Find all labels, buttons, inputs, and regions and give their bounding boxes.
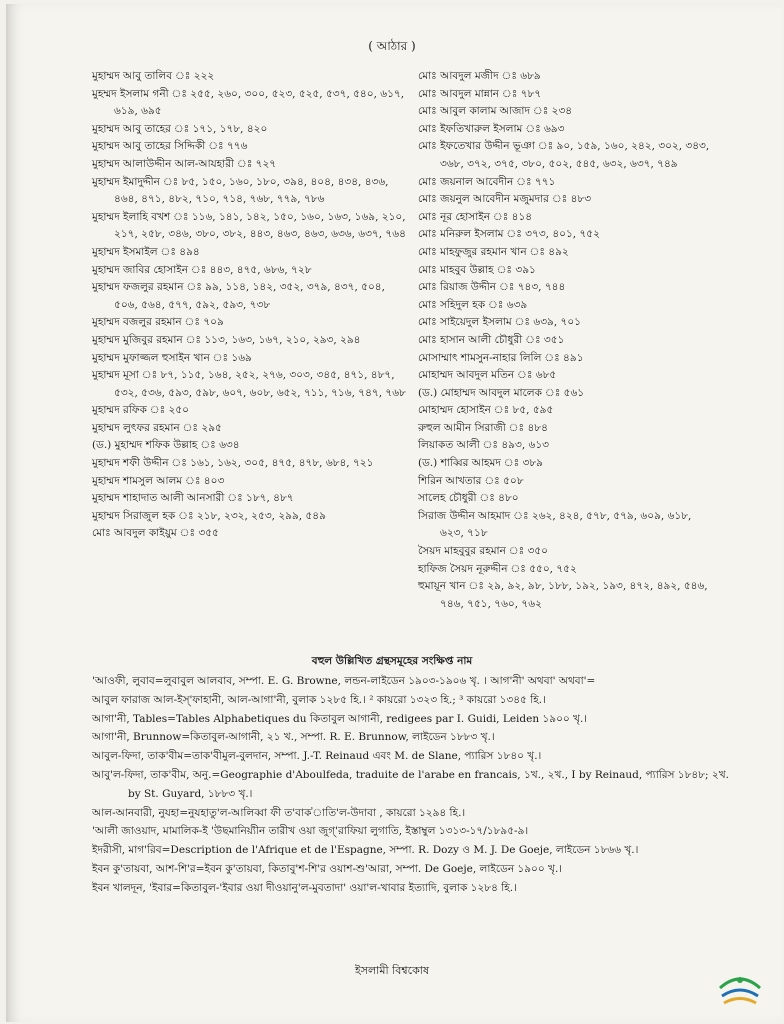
index-entry: মুহাম্মদ শাহাদাত আলী আনসারী ঃ ১৮৭, ৪৮৭ — [92, 492, 294, 505]
abbreviation-entry: আগা'নী, Brunnow=কিতাবুল-আগানী, ২১ খ., সম্পা. R. E. Brunnow, লাইডেন ১৮৮৩ খৃ.। — [92, 731, 495, 744]
index-entry: মোঃ আবুল কালাম আজাদ ঃ ২৩৪ — [418, 105, 573, 118]
abbreviations-heading: বহুল উল্লিখিত গ্রন্থসমূহের সংক্ষিপ্ত নাম — [311, 655, 473, 667]
abbreviation-entry: 'আলী জাওয়াদ, মামালিক-ই 'উছমানিয়্যীন তারীখ ওয়া জুগ্'রাফিয়া লুগাতি, ইস্তাম্বুল ১৩১৩-১৭/১৮৯৫-৯। — [92, 825, 529, 838]
index-entry: মুহাম্মদ আবু তাহের ঃ ১৭১, ১৭৮, ৪২০ — [92, 122, 268, 135]
index-entry: মোঃ সহিদুল হক ঃ ৬৩৯ — [418, 298, 528, 311]
index-entry: মোঃ মাহফুজুর রহমান খান ঃ ৪৯২ — [418, 245, 569, 258]
index-entry: মুহাম্মদ মুফাজ্জল হুসাইন খান ঃ ১৬৯ — [92, 351, 252, 364]
index-entry: মুহাম্মদ আলাউদ্দীন আল-আযহারী ঃ ৭২৭ — [92, 157, 277, 170]
index-entry: মোঃ জয়নাল আবেদীন ঃ ৭৭১ — [418, 175, 556, 188]
index-entry: মোঃ আবদুল মান্নান ঃ ৭৮৭ — [418, 87, 542, 100]
index-entry: মোঃ ইফতিখারুল ইসলাম ঃ ৬৯৩ — [418, 122, 565, 135]
abbreviation-entry: ইবন কু'তায়বা, আশ-শি'র=ইবন কু'তায়বা, কিতাবু'শ-শি'র ওয়াশ-শু'আরা, সম্পা. De Goeje, লাইডেন ১৯০০ খৃ.। — [92, 862, 563, 875]
index-entry: মুহাম্মদ সিরাজুল হক ঃ ২১৮, ২৩২, ২৫৩, ২৯৯, ৫৪৯ — [92, 509, 326, 522]
index-entry: মোঃ নূর হোসাইন ঃ ৪১৪ — [418, 210, 533, 223]
index-right-column — [418, 68, 718, 613]
index-entry: মুহাম্মদ লুৎফর রহমান ঃ ২৯৫ — [92, 421, 222, 434]
abbreviation-entry: আগা'নী, Tables=Tables Alphabetiques du কিতাবুল আগানী, redigees par I. Guidi, Leiden ১৯০০ খৃ.। — [92, 712, 588, 725]
index-entry: মুহাম্মদ শামসুল আলম ঃ ৪০৩ — [92, 474, 225, 487]
abbreviation-entry: আবুল-ফিদা, তাক'বীম=তাক'বীমুল-বুলদান, সম্পা. J.-T. Reinaud এবং M. de Slane, প্যারিস ১৮৪০ খৃ.। — [92, 750, 542, 763]
index-entry: লিয়াকত আলী ঃ ৪৯৩, ৬১৩ — [418, 439, 549, 452]
index-entry: মুহাম্মদ ইলাহি বখশ ঃ ১১৬, ১৪১, ১৪২, ১৫০, ১৬০, ১৬৩, ১৬৯, ২১০, ২১৭, ২৫৮, ৩৪৬, ৩৮০, ৩৮২, ৪৪৩, ৪৬৩, ৪৬৩, ৬৩৬, ৬৩৭, ৭৬৪ — [92, 210, 406, 241]
index-entry: মুহাম্মদ মুজিবুর রহমান ঃ ১১৩, ১৬৩, ১৬৭, ২১০, ২৯৩, ২৯৪ — [92, 333, 361, 346]
index-entry: মোঃ হাসান আলী চৌধুরী ঃ ৩৫১ — [418, 333, 565, 346]
abbreviation-entry: আবু'ল-ফিদা, তাক'বীম, অনু.=Geographie d'Aboulfeda, traduite de l'arabe en francais, ১খ., ২খ., I by Reinaud, প্যারিস ১৮৪৮; ২খ. by St. Guyard, ১৮৮৩ খৃ.। — [92, 768, 729, 800]
index-entry: হুমায়ূন খান ঃ ২৯, ৯২, ৯৮, ১৮৮, ১৯২, ১৯৩, ৪৭২, ৪৯২, ৫৪৬, ৭৪৬, ৭৫১, ৭৬০, ৭৬২ — [418, 580, 708, 610]
index-entry: মোহাম্মদ আবদুল মতিন ঃ ৬৮৫ — [418, 369, 557, 382]
abbreviation-entry: ইবন খালদূন, 'ইবার=কিতাবুল-'ইবার ওয়া দীওয়ানু'ল-মুবতাদা' ওয়া'ল-খাবার ইত্যাদি, বুলাক ১২৮৪ হি.। — [92, 881, 517, 894]
index-entry: মুহাম্মদ রফিক ঃ ২৫০ — [92, 404, 189, 417]
index-entry: (ড.) শাব্বির আহমদ ঃ ৩৮৯ — [418, 457, 543, 470]
index-entry: সালেহ চৌধুরী ঃ ৪৮০ — [418, 492, 519, 505]
index-entry: মুহাম্মদ শফী উদ্দীন ঃ ১৬১, ১৬২, ৩০৫, ৪৭৫, ৪৭৮, ৬৮৪, ৭২১ — [92, 457, 374, 470]
index-entry: রুহুল আমীন সিরাজী ঃ ৪৮৪ — [418, 421, 548, 434]
index-entry: (ড.) মোহাম্মদ আবদুল মালেক ঃ ৫৬১ — [418, 386, 585, 399]
logo-base-icon — [724, 999, 756, 1004]
logo-book-icon — [722, 990, 758, 996]
index-entry: মোঃ মাহবুব উল্লাহ ঃ ৩৯১ — [418, 263, 536, 276]
index-entry: মোঃ আবদুল মজীদ ঃ ৬৮৯ — [418, 70, 541, 82]
index-entry: মুহাম্মদ বজলুর রহমান ঃ ৭০৯ — [92, 316, 224, 329]
abbreviation-entry: 'আওফী, লুবাব=লুবাবুল আলবাব, সম্পা. E. G. Browne, লন্ডন-লাইডেন ১৯০৩-১৯০৬ খৃ. । আগ'নী' অথবা' অথবা'= — [92, 675, 596, 687]
abbreviations-list — [92, 672, 732, 898]
abbreviation-entry: আল-আনবারী, নুযহা=নুযহাতু'ল-আলিব্বা ফী ত'বাক'াতি'ল-উদাবা , কায়রো ১২৯৪ হি.। — [92, 806, 466, 819]
index-entry: মুহাম্মদ ফজলুর রহমান ঃ ৯৯, ১১৪, ১৪২, ৩৫২, ৩৭৯, ৪৩৭, ৫০৪, ৫০৬, ৫৬৪, ৫৭৭, ৫৯২, ৫৯৩, ৭৩৮ — [92, 281, 385, 311]
index-entry: মুহম্মদ ইসলাম গনী ঃ ২৫৫, ২৬০, ৩০০, ৫২৩, ৫২৫, ৫৩৭, ৫৪০, ৬১৭, ৬১৯, ৬৯৫ — [92, 87, 405, 118]
index-entry: সৈয়দ মাহবুবুর রহমান ঃ ৩৫০ — [418, 545, 548, 558]
index-entry: (ড.) মুহাম্মদ শফিক উল্লাহ ঃ ৬৩৪ — [92, 439, 240, 452]
publisher-footer: ইসলামী বিশ্বকোষ — [354, 964, 430, 977]
index-entry: শিরিন আখতার ঃ ৫০৮ — [418, 474, 524, 487]
index-entry: মোহাম্মদ হোসাইন ঃ ৮৫, ৫৯৫ — [418, 404, 554, 417]
index-entry: সিরাজ উদ্দীন আহমাদ ঃ ২৬২, ৪২৪, ৫৭৮, ৫৭৯, ৬০৯, ৬১৮, ৬২৩, ৭১৮ — [418, 509, 692, 540]
abbreviation-entry: আবুল ফারাজ আল-ইস্'ফাহানী, আল-আগা'নী, বুলাক ১২৮৫ হি.। ² কায়রো ১৩২৩ হি.; ³ কায়রো ১৩৪৫ হি.। — [92, 693, 546, 706]
publisher-logo-icon — [712, 968, 768, 1010]
logo-dot-icon — [737, 977, 743, 983]
index-entry: মুহাম্মদ ইসমাইল ঃ ৪৯৪ — [92, 245, 200, 258]
abbreviation-entry: ইদরীসী, মাগ'রিব=Description de l'Afrique et de l'Espagne, সম্পা. R. Dozy ও M. J. De Goeje, লাইডেন ১৮৬৬ খৃ.। — [92, 844, 639, 857]
index-entry: মোসাম্মাৎ শামসুন-নাহার লিলি ঃ ৪৯১ — [418, 351, 584, 364]
index-entry: মুহাম্মদ জাবির হোসাইন ঃ ৪৪৩, ৪৭৫, ৬৮৬, ৭২৮ — [92, 263, 312, 276]
page-number-label: ( আঠার ) — [368, 39, 416, 53]
index-entry: মুহাম্মদ আবু তাহের সিদ্দিকী ঃ ৭৭৬ — [92, 140, 248, 153]
index-entry: মুহাম্মদ আবু তালিব ঃ ২২২ — [92, 70, 215, 82]
index-entry: মোঃ ইফতেখার উদ্দীন ভূঞা ঃ ৯০, ১৫৯, ১৬০, ২৪২, ৩০২, ৩৪৩, ৩৬৮, ৩৭২, ৩৭৫, ৩৮০, ৫০২, ৫৪৫, ৬৩২, ৬৩৭, ৭৪৯ — [418, 140, 710, 170]
index-entry: মোঃ জয়নুল আবেদীন মজুমদার ঃ ৪৮৩ — [418, 193, 592, 206]
index-entry: মোঃ আবদুল কাইয়ুম ঃ ৩৫৫ — [92, 527, 219, 540]
index-entry: মুহাম্মদ মূসা ঃ ৮৭, ১১৫, ১৬৪, ২৫২, ২৭৬, ৩০৩, ৩৪৫, ৪৭১, ৪৮৭, ৫৩২, ৫৩৬, ৫৯৩, ৫৯৮, ৬০৭, ৬০৮, ৬৫২, ৭১১, ৭১৬, ৭৪৭, ৭৬৮ — [92, 369, 406, 399]
index-entry: মুহাম্মদ ইমাদুদ্দীন ঃ ৮৫, ১৫০, ১৬০, ১৮০, ৩৯৪, ৪০৪, ৪৩৪, ৪৩৬, ৪৬৪, ৪৭১, ৪৮২, ৭১০, ৭১৪, ৭৬৮, ৭৭৯, ৭৮৬ — [92, 175, 389, 206]
index-entry: হাফিজ সৈয়দ নূরুদ্দীন ঃ ৫৫০, ৭৫২ — [418, 562, 577, 575]
index-entry: মোঃ রিয়াজ উদ্দীন ঃ ৭৪৩, ৭৪৪ — [418, 281, 566, 294]
index-entry: মোঃ সাইয়েদুল ইসলাম ঃ ৬৩৯, ৭০১ — [418, 316, 581, 329]
index-left-column — [92, 68, 408, 543]
index-entry: মোঃ মনিরুল ইসলাম ঃ ৩৭৩, ৪০১, ৭৫২ — [418, 228, 600, 241]
